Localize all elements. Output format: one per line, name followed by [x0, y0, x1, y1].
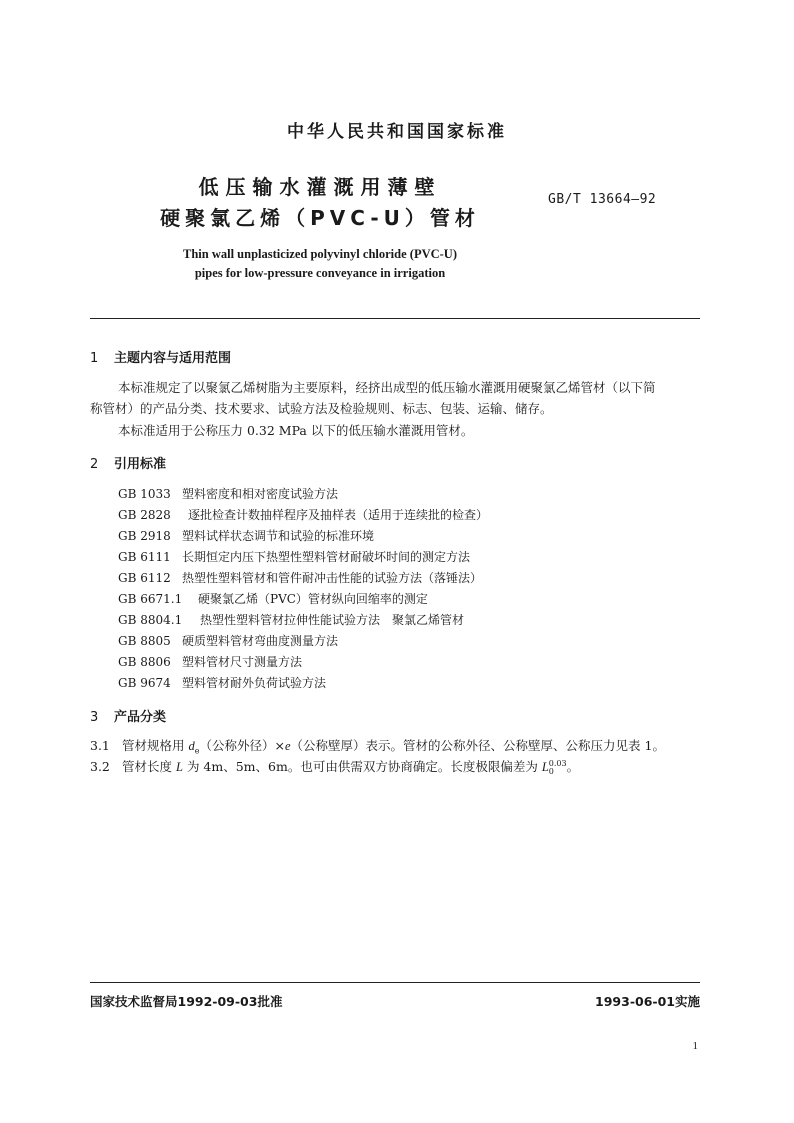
document-title-line1: 低压输水灌溉用薄壁: [198, 175, 442, 199]
clause-3-2-text-end: 。: [566, 759, 580, 774]
section-3-number: 3: [90, 710, 99, 725]
length-symbol: L: [176, 760, 183, 774]
reference-title: 长期恒定内压下热塑性塑料管材耐破坏时间的测定方法: [182, 550, 471, 564]
length-tolerance-symbol: L: [541, 760, 549, 774]
reference-item: [118, 632, 338, 649]
reference-item: [118, 548, 470, 565]
length-tolerance-upper: 0.03: [548, 758, 567, 768]
reference-code: GB 1033: [118, 487, 171, 501]
reference-item: [118, 569, 482, 586]
country-standard-heading: 中华人民共和国国家标准: [287, 122, 507, 142]
reference-item: [118, 527, 374, 544]
reference-title: 热塑性塑料管材拉伸性能试验方法 聚氯乙烯管材: [200, 613, 465, 627]
reference-code: GB 6671.1: [118, 592, 183, 606]
reference-title: 硬质塑料管材弯曲度测量方法: [182, 634, 339, 648]
wall-thickness-symbol: e: [284, 739, 291, 753]
section-3-title: 产品分类: [114, 710, 167, 725]
standard-number: GB/T 13664—92: [548, 192, 657, 207]
reference-item: [118, 653, 302, 670]
document-title-line2: 硬聚氯乙烯（PVC-U）管材: [160, 206, 480, 230]
length-tolerance-limits: [549, 760, 567, 776]
reference-item: [118, 611, 464, 628]
reference-item: [118, 506, 488, 523]
section-2-number: 2: [90, 457, 99, 472]
reference-code: GB 8804.1: [118, 613, 183, 627]
reference-title: 逐批检查计数抽样程序及抽样表（适用于连续批的检查）: [188, 508, 489, 522]
reference-title: 塑料管材耐外负荷试验方法: [182, 676, 327, 690]
outer-diameter-symbol: d: [188, 739, 195, 753]
clause-3-1: [90, 736, 665, 756]
reference-title: 热塑性塑料管材和管件耐冲击性能的试验方法（落锤法）: [182, 571, 483, 585]
reference-title: 塑料管材尺寸测量方法: [182, 655, 303, 669]
clause-3-1-text-post: （公称壁厚）表示。管材的公称外径、公称壁厚、公称压力见表 1。: [290, 738, 665, 753]
reference-title: 硬聚氯乙烯（PVC）管材纵向回缩率的测定: [198, 592, 428, 606]
reference-code: GB 6111: [118, 550, 171, 564]
section-1-paragraph-1-line-1: 本标准规定了以聚氯乙烯树脂为主要原料，经挤出成型的低压输水灌溉用硬聚氯乙烯管材（以下简: [118, 380, 656, 395]
reference-code: GB 9674: [118, 676, 171, 690]
reference-title: 塑料密度和相对密度试验方法: [182, 487, 339, 501]
reference-code: GB 8806: [118, 655, 171, 669]
section-1-paragraph-2: 本标准适用于公称压力 0.32 MPa 以下的低压输水灌溉用管材。: [118, 423, 474, 438]
english-title-line2: pipes for low-pressure conveyance in irrigation: [194, 266, 446, 280]
header-divider: [90, 318, 700, 319]
reference-code: GB 8805: [118, 634, 171, 648]
reference-item: [118, 590, 428, 607]
section-1-title: 主题内容与适用范围: [114, 351, 232, 366]
clause-3-2-text-pre: 管材长度: [122, 759, 173, 774]
footer-divider: [90, 982, 700, 983]
clause-3-2-number: 3.2: [90, 759, 110, 774]
section-3-heading: [90, 706, 166, 725]
reference-code: GB 2918: [118, 529, 171, 543]
section-2-heading: [90, 453, 166, 472]
outer-diameter-subscript: e: [194, 746, 200, 756]
reference-title: 塑料试样状态调节和试验的标准环境: [182, 529, 375, 543]
reference-code: GB 6112: [118, 571, 171, 585]
clause-3-1-number: 3.1: [90, 738, 110, 753]
length-tolerance-lower: 0: [548, 766, 554, 776]
section-1-heading: [90, 347, 231, 366]
implementation-date: 1993-06-01实施: [595, 994, 700, 1009]
section-1-number: 1: [90, 351, 99, 366]
page-number: 1: [692, 1040, 698, 1052]
reference-item: [118, 485, 338, 502]
reference-item: [118, 674, 326, 691]
clause-3-2-text-mid: 为 4m、5m、6m。也可由供需双方协商确定。长度极限偏差为: [186, 759, 538, 774]
reference-code: GB 2828: [118, 508, 171, 522]
section-2-title: 引用标准: [114, 457, 167, 472]
approval-date: 国家技术监督局1992-09-03批准: [90, 994, 283, 1009]
clause-3-2: [90, 757, 579, 776]
clause-3-1-text-pre: 管材规格用: [122, 738, 185, 753]
english-title-line1: Thin wall unplasticized polyvinyl chloride (PVC-U): [183, 247, 457, 261]
clause-3-1-text-mid: （公称外径）×: [199, 738, 285, 753]
section-1-paragraph-1-line-2: 称管材）的产品分类、技术要求、试验方法及检验规则、标志、包装、运输、储存。: [90, 401, 553, 416]
